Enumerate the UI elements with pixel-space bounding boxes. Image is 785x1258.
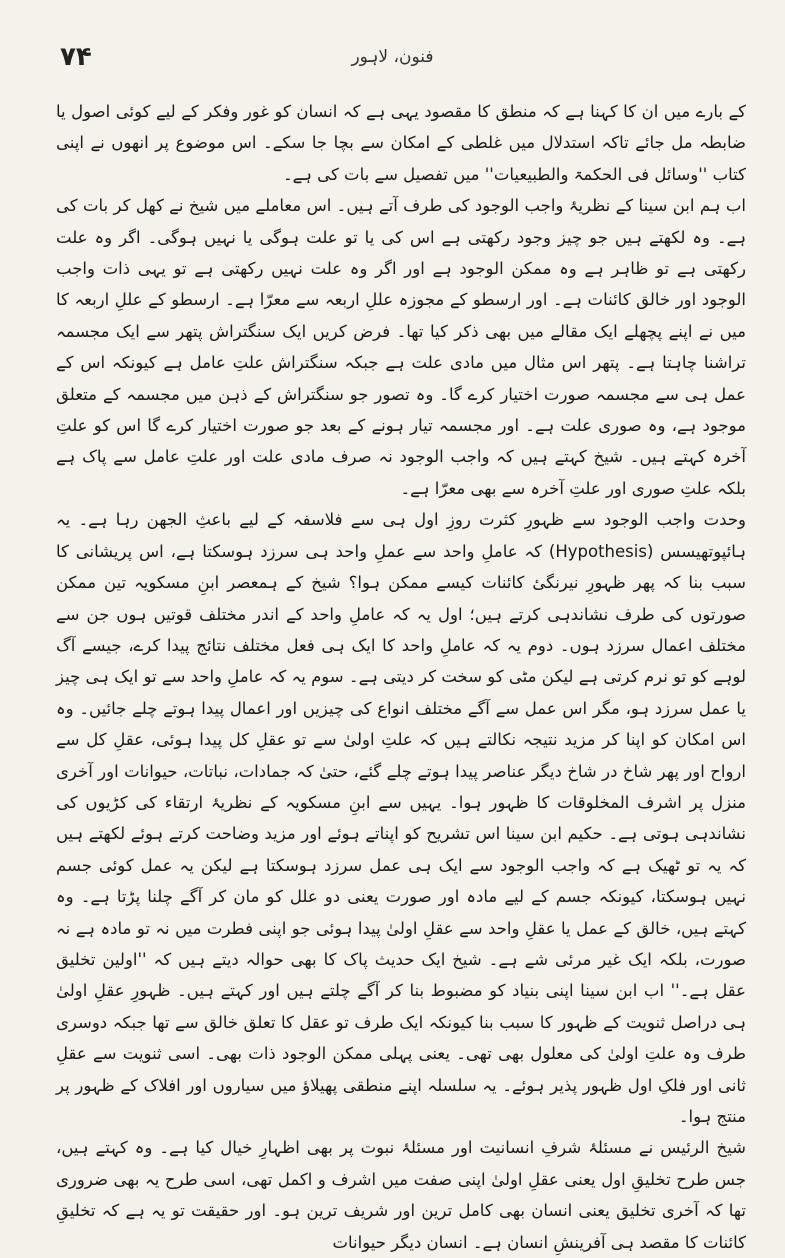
paragraph: کے بارے میں ان کا کہنا ہے کہ منطق کا مقصود یہی ہے کہ انسان کو غور وفکر کے لیے کوئی اصول یا ضابطہ مل جائے تاکہ استدلال میں غلطی کے امکان سے بچا جا سکے۔ اس موضوع پر انھوں نے اپنی کتاب ''وسائل فی الحکمۃ والطبیعیات'' میں تفصیل سے بات کی ہے۔ [56,102,746,184]
paragraph: اب ہم ابن سینا کے نظریۂ واجب الوجود کی طرف آتے ہیں۔ اس معاملے میں شیخ نے کھل کر بات کی ہے۔ وہ لکھتے ہیں جو چیز وجود رکھتی ہے اس کی یا تو علت ہوگی یا نہیں ہوگی۔ اگر وہ علت رکھتی ہے تو ظاہر ہے وہ ممکن الوجود ہے اور اگر وہ علت نہیں رکھتی ہے تو یہی ذات واجب الوجود اور خالق کائنات ہے۔ اور ارسطو کے مجوزہ عللِ اربعہ سے معرّا ہے۔ ارسطو کے عللِ اربعہ کا میں نے اپنے پچھلے ایک مقالے میں بھی ذکر کیا تھا۔ فرض کریں ایک سنگتراش پتھر سے ایک مجسمہ تراشنا چاہتا ہے۔ پتھر اس مثال میں مادی علت ہے جبکہ سنگتراش علتِ عامل ہے کیونکہ اس کے عمل ہی سے مجسمہ صورت اختیار کرے گا۔ وہ تصور جو سنگتراش کے ذہن میں مجسمہ کے متعلق موجود ہے، وہ صوری علت ہے۔ اور مجسمہ تیار ہونے کے بعد جو صورت اختیار کرے گا اس کو علتِ آخرہ کہتے ہیں۔ شیخ کہتے ہیں کہ واجب الوجود نہ صرف مادی علت اور علتِ عامل سے پاک ہے بلکہ علتِ صوری اور علتِ آخرہ سے بھی معرّا ہے۔ [56,196,746,498]
main-text [56,96,746,1258]
paragraph: وحدت واجب الوجود سے ظہورِ کثرت روزِ اول ہی سے فلاسفہ کے لیے باعثِ الجھن رہا ہے۔ یہ ہائپوتھیسس (Hypothesis) کہ عاملِ واحد سے عملِ واحد ہی سرزد ہوسکتا ہے، اس پریشانی کا سبب بنا کہ پھر ظہورِ نیرنگیٔ کائنات کیسے ممکن ہوا؟ شیخ کے ہمعصر ابنِ مسکویہ تین ممکن صورتوں کی طرف نشاندہی کرتے ہیں؛ اول یہ کہ عاملِ واحد کے اندر مختلف قوتیں ہوں جن سے مختلف اعمال سرزد ہوں۔ دوم یہ کہ عاملِ واحد کا ایک ہی فعل مختلف نتائج پیدا کرے، جیسے آگ لوہے کو تو نرم کرتی ہے لیکن مٹی کو سخت کر دیتی ہے۔ سوم یہ کہ عاملِ واحد سے تو ایک ہی چیز یا عمل سرزد ہو، مگر اس عمل سے آگے مختلف انواع کی چیزیں اور اعمال پیدا ہوتے چلے جائیں۔ وہ اس امکان کو اپنا کر مزید نتیجہ نکالتے ہیں کہ علتِ اولیٰ سے تو عقلِ کل پیدا ہوئی، عقلِ کل سے ارواح اور پھر شاخ در شاخ دیگر عناصر پیدا ہوتے چلے گئے، حتیٰ کہ جمادات، نباتات، حیوانات اور آخری منزل پر اشرف المخلوقات کا ظہور ہوا۔ یہیں سے ابنِ مسکویہ کے نظریۂ ارتقاء کی کڑیوں کی نشاندہی ہوتی ہے۔ حکیم ابن سینا اس تشریح کو اپناتے ہوئے اور مزید وضاحت کرتے ہوئے لکھتے ہیں کہ یہ تو ٹھیک ہے کہ واجب الوجود سے ایک ہی عمل سرزد ہوسکتا ہے لیکن یہ عمل کوئی جسم نہیں ہوسکتا، کیونکہ جسم کے لیے مادہ اور صورت یعنی دو علل کو مان کر آگے چلنا پڑتا ہے۔ وہ کہتے ہیں، خالق کے عمل یا عقلِ واحد سے عقلِ اولیٰ پیدا ہوئی جو اپنی فطرت میں نہ تو مادہ ہے نہ صورت، بلکہ ایک غیر مرئی شے ہے۔ شیخ ایک حدیث پاک کا بھی حوالہ دیتے ہیں کہ ''اولین تخلیق عقل ہے۔'' اب ابن سینا اپنی بنیاد کو مضبوط بنا کر آگے چلتے ہیں اور کہتے ہیں۔ ظہورِ عقلِ اولیٰ ہی دراصل ثنویت کے ظہور کا سبب بنا کیونکہ ایک طرف تو عقل کا تعلق خالق سے تھا جبکہ دوسری طرف وہ علتِ اولیٰ کی معلول بھی تھی۔ یعنی پہلی ممکن الوجود ذات بھی۔ اسی ثنویت سے عقلِ ثانی اور فلکِ اول ظہور پذیر ہوئے۔ یہ سلسلہ اپنے منطقی پھیلاؤ میں سیاروں اور افلاک کے ظہور پر منتج ہوا۔ [56,510,746,1126]
page-header [0,20,785,70]
page-number: ۷۴ [60,42,92,72]
running-title: فنون، لاہور [351,47,434,67]
paragraph: شیخ الرئیس نے مسئلۂ شرفِ انسانیت اور مسئلۂ نبوت پر بھی اظہارِ خیال کیا ہے۔ وہ کہتے ہیں، جس طرح تخلیقِ اول یعنی عقلِ اولیٰ اپنی صفت میں اشرف و اکمل تھی، اسی طرح یہ بھی ضروری تھا کہ آخری تخلیق یعنی انسان بھی کامل ترین اور شریف ترین ہو۔ اور حقیقت تو یہ ہے کہ تخلیقِ کائنات کا مقصد ہی آفرینشِ انسان ہے۔ انسان دیگر حیوانات [56,1138,746,1252]
